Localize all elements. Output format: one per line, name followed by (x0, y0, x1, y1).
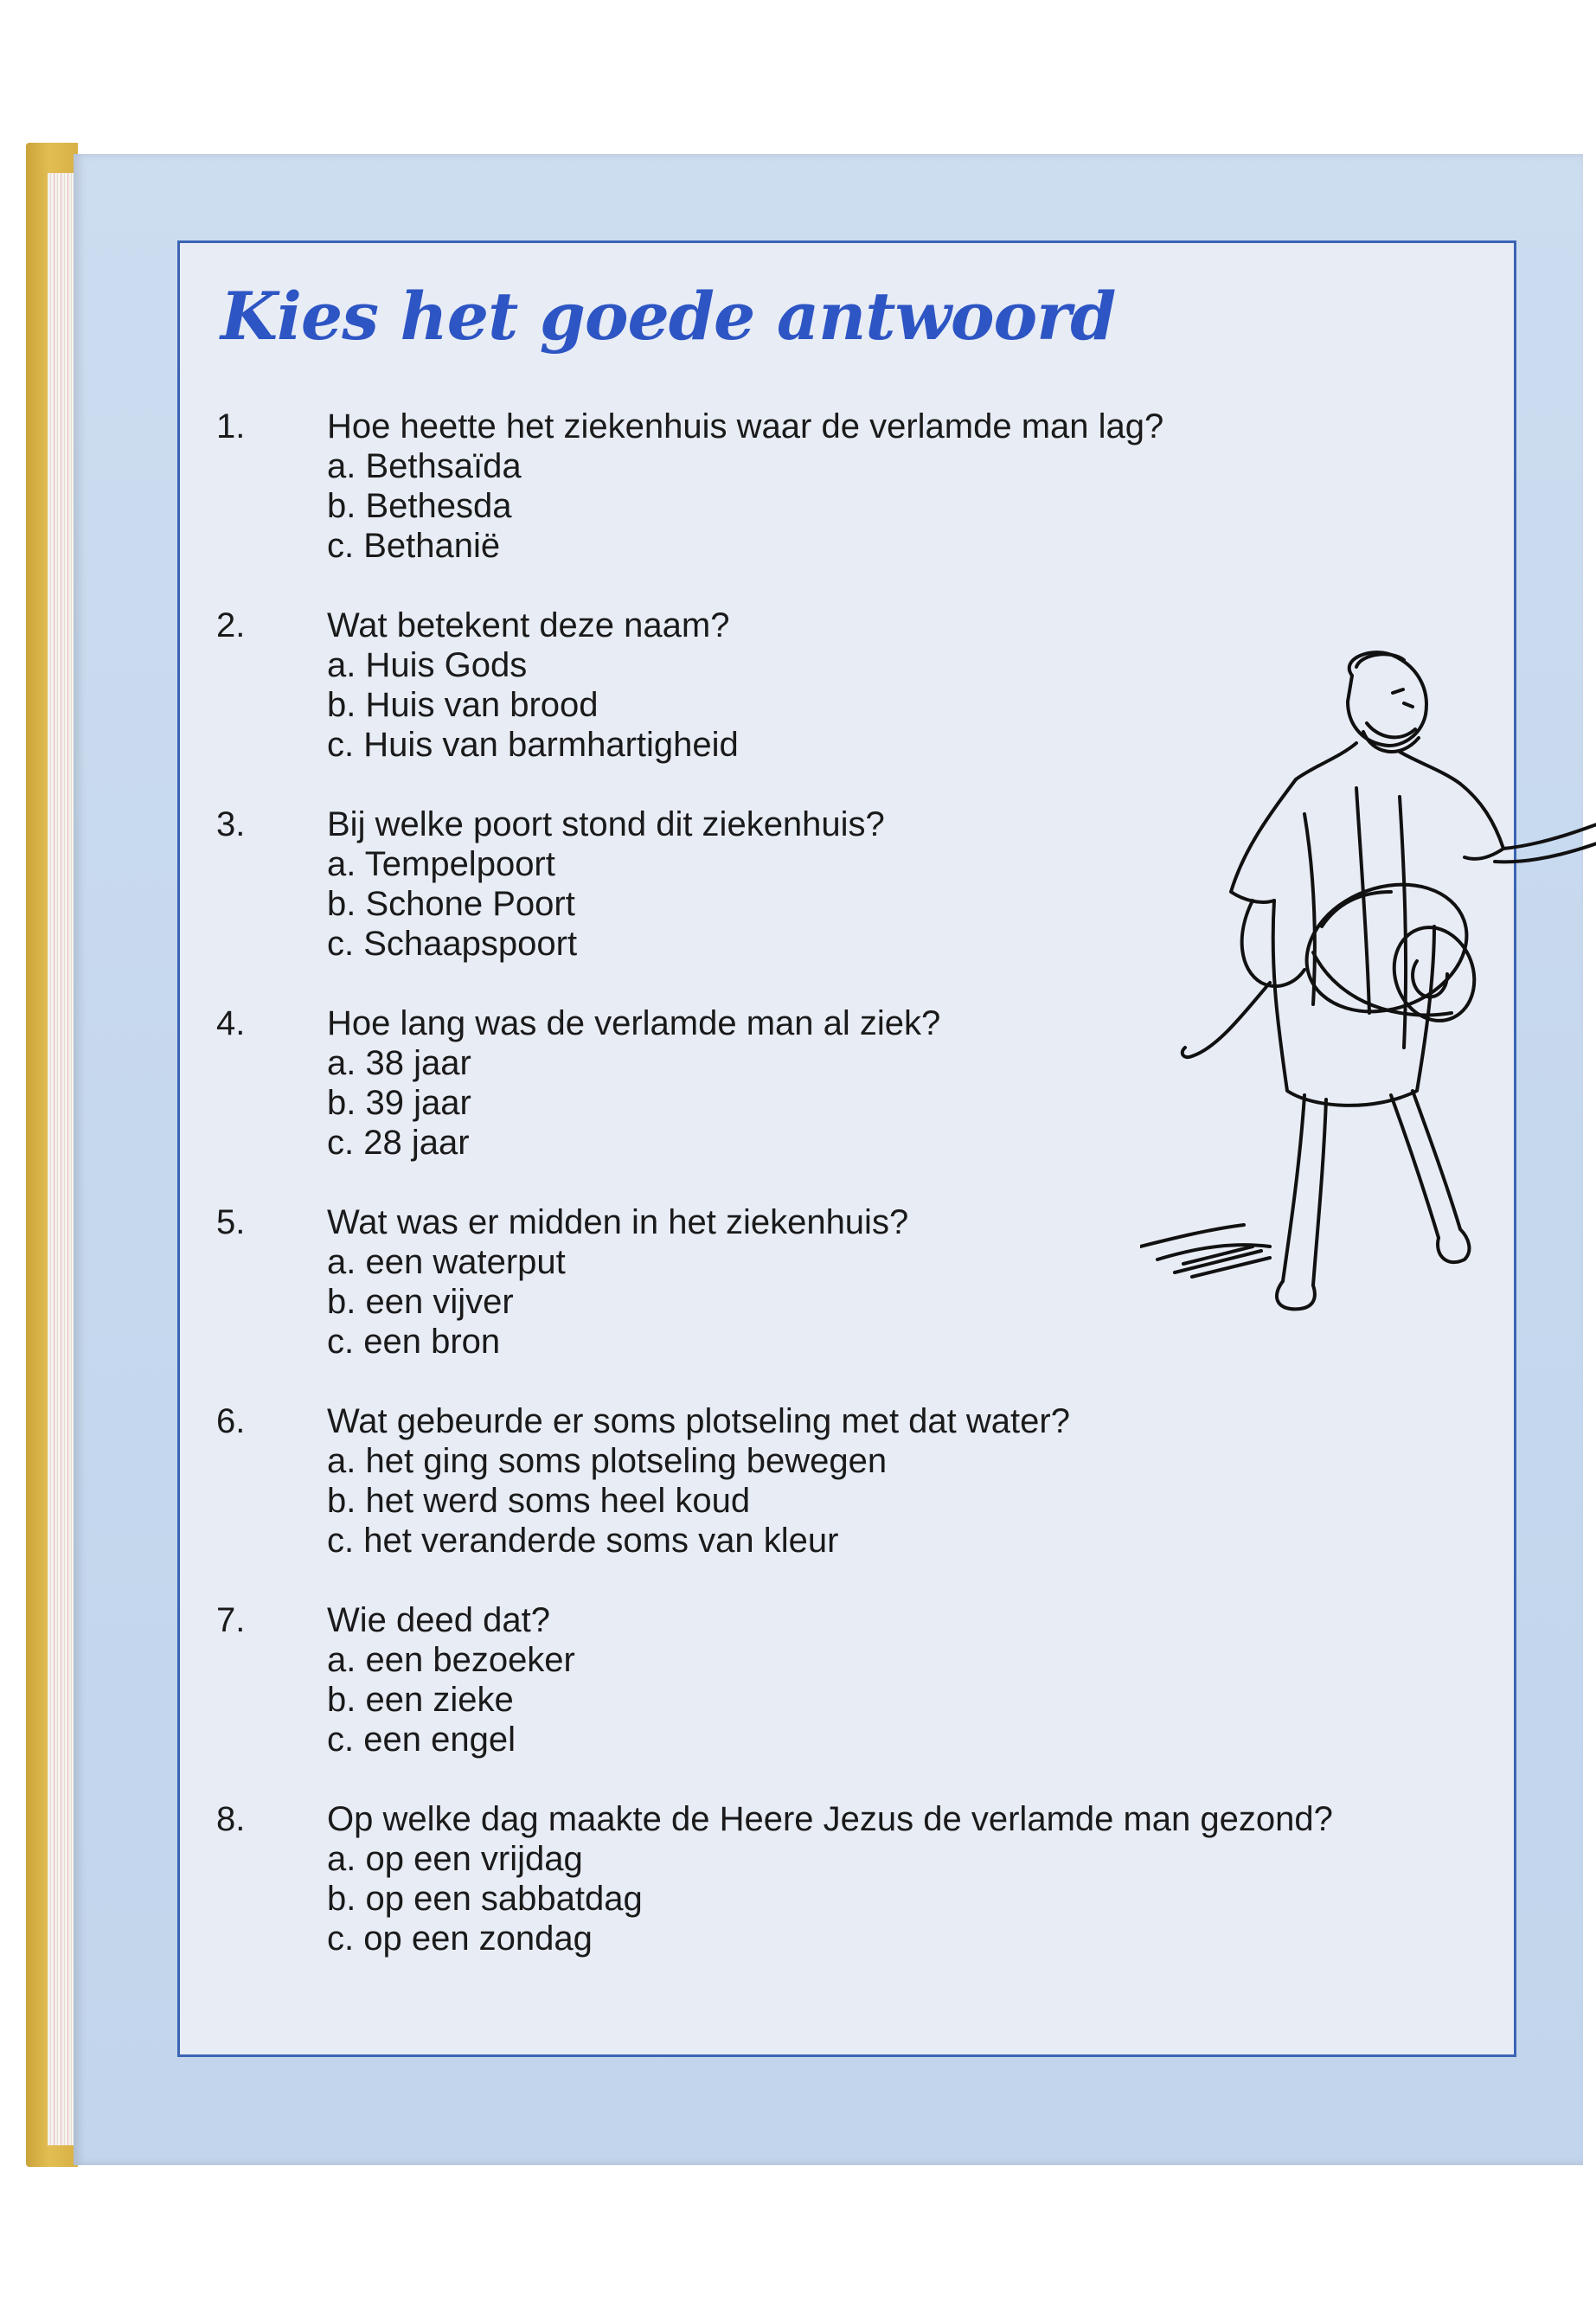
healed-man-illustration (1140, 641, 1596, 1333)
page-title: Kies het goede antwoord (221, 278, 1116, 355)
answer-option: a. het ging soms plotseling bewegen (327, 1442, 888, 1480)
question-text: Wat was er midden in het ziekenhuis? (327, 1203, 909, 1241)
answer-option: c. Bethanië (327, 527, 501, 565)
answer-option: c. een engel (327, 1721, 516, 1759)
answer-option: c. een bron (327, 1323, 501, 1361)
answer-option: c. Schaapspoort (327, 925, 578, 963)
answer-option: b. het werd soms heel koud (327, 1482, 751, 1520)
answer-option: a. Bethsaïda (327, 447, 522, 485)
answer-option: c. Huis van barmhartigheid (327, 726, 739, 764)
question-text: Wat gebeurde er soms plotseling met dat water? (327, 1402, 1070, 1440)
question-text: Wat betekent deze naam? (327, 606, 730, 644)
answer-option: c. op een zondag (327, 1920, 593, 1958)
answer-option: c. 28 jaar (327, 1124, 470, 1162)
answer-option: b. een zieke (327, 1681, 514, 1719)
question-text: Hoe lang was de verlamde man al ziek? (327, 1004, 941, 1042)
answer-option: b. Schone Poort (327, 885, 575, 923)
answer-option: b. een vijver (327, 1283, 514, 1321)
answer-option: c. het veranderde soms van kleur (327, 1522, 839, 1560)
answer-option: b. Huis van brood (327, 686, 599, 724)
answer-option: a. Huis Gods (327, 646, 528, 684)
answer-option: a. Tempelpoort (327, 845, 555, 883)
quiz-frame (177, 240, 1516, 2057)
question-number: 4. (216, 1004, 246, 1042)
question-number: 5. (216, 1203, 246, 1241)
answer-option: a. 38 jaar (327, 1044, 471, 1082)
answer-option: b. 39 jaar (327, 1084, 471, 1122)
question-number: 6. (216, 1402, 246, 1440)
question-text: Bij welke poort stond dit ziekenhuis? (327, 805, 885, 843)
bleed-through-text (173, 2057, 1505, 2118)
answer-option: a. een bezoeker (327, 1641, 575, 1679)
answer-option: a. een waterput (327, 1243, 566, 1281)
question-text: Hoe heette het ziekenhuis waar de verlamde man lag? (327, 407, 1164, 445)
answer-option: b. Bethesda (327, 487, 512, 525)
question-number: 1. (216, 407, 246, 445)
answer-option: a. op een vrijdag (327, 1840, 583, 1878)
question-number: 7. (216, 1601, 246, 1639)
question-number: 8. (216, 1800, 246, 1838)
question-number: 2. (216, 606, 246, 644)
question-text: Op welke dag maakte de Heere Jezus de verlamde man gezond? (327, 1800, 1333, 1838)
question-number: 3. (216, 805, 246, 843)
answer-option: b. op een sabbatdag (327, 1880, 643, 1918)
question-text: Wie deed dat? (327, 1601, 550, 1639)
